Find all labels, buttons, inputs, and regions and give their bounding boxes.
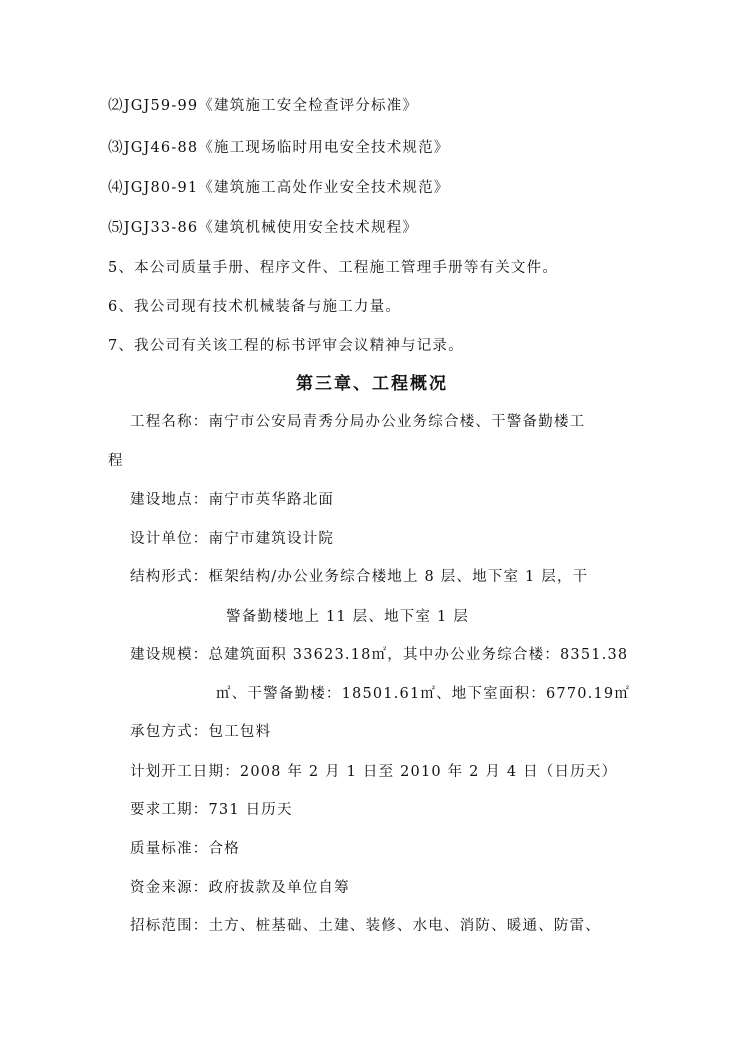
construction-location: 建设地点：南宁市英华路北面: [130, 492, 335, 508]
standard-item-2: ⑵JGJ59-99《建筑施工安全检查评分标准》: [108, 98, 419, 114]
planned-schedule: 计划开工日期：2008 年 2 月 1 日至 2010 年 2 月 4 日（日历天）: [130, 764, 618, 780]
project-name-line2: 程: [108, 453, 124, 469]
tender-scope: 招标范围：土方、桩基础、土建、装修、水电、消防、暖通、防雷、: [130, 918, 601, 934]
funding-source: 资金来源：政府拔款及单位自筹: [130, 880, 350, 896]
construction-scale-line2: ㎡、干警备勤楼：18501.61㎡、地下室面积：6770.19㎡: [216, 686, 631, 702]
construction-scale-line1: 建设规模：总建筑面积 33623.18㎡，其中办公业务综合楼：8351.38: [130, 647, 629, 663]
project-name-line1: 工程名称：南宁市公安局青秀分局办公业务综合楼、干警备勤楼工: [130, 414, 586, 430]
required-duration: 要求工期：731 日历天: [130, 802, 293, 818]
standard-item-4: ⑷JGJ80-91《建筑施工高处作业安全技术规范》: [108, 180, 450, 196]
quality-standard: 质量标准：合格: [130, 841, 240, 857]
structure-form-line2: 警备勤楼地上 11 层、地下室 1 层: [226, 609, 469, 625]
structure-form-line1: 结构形式：框架结构/办公业务综合楼地上 8 层、地下室 1 层，干: [130, 569, 589, 585]
standard-item-3: ⑶JGJ46-88《施工现场临时用电安全技术规范》: [108, 140, 450, 156]
basis-item-6: 6、我公司现有技术机械装备与施工力量。: [108, 299, 402, 315]
design-unit: 设计单位：南宁市建筑设计院: [130, 531, 335, 547]
contract-mode: 承包方式：包工包料: [130, 724, 272, 740]
chapter-title: 第三章、工程概况: [296, 374, 448, 394]
standard-item-5: ⑸JGJ33-86《建筑机械使用安全技术规程》: [108, 220, 419, 236]
basis-item-7: 7、我公司有关该工程的标书评审会议精神与记录。: [108, 338, 464, 354]
basis-item-5: 5、本公司质量手册、程序文件、工程施工管理手册等有关文件。: [108, 260, 559, 276]
